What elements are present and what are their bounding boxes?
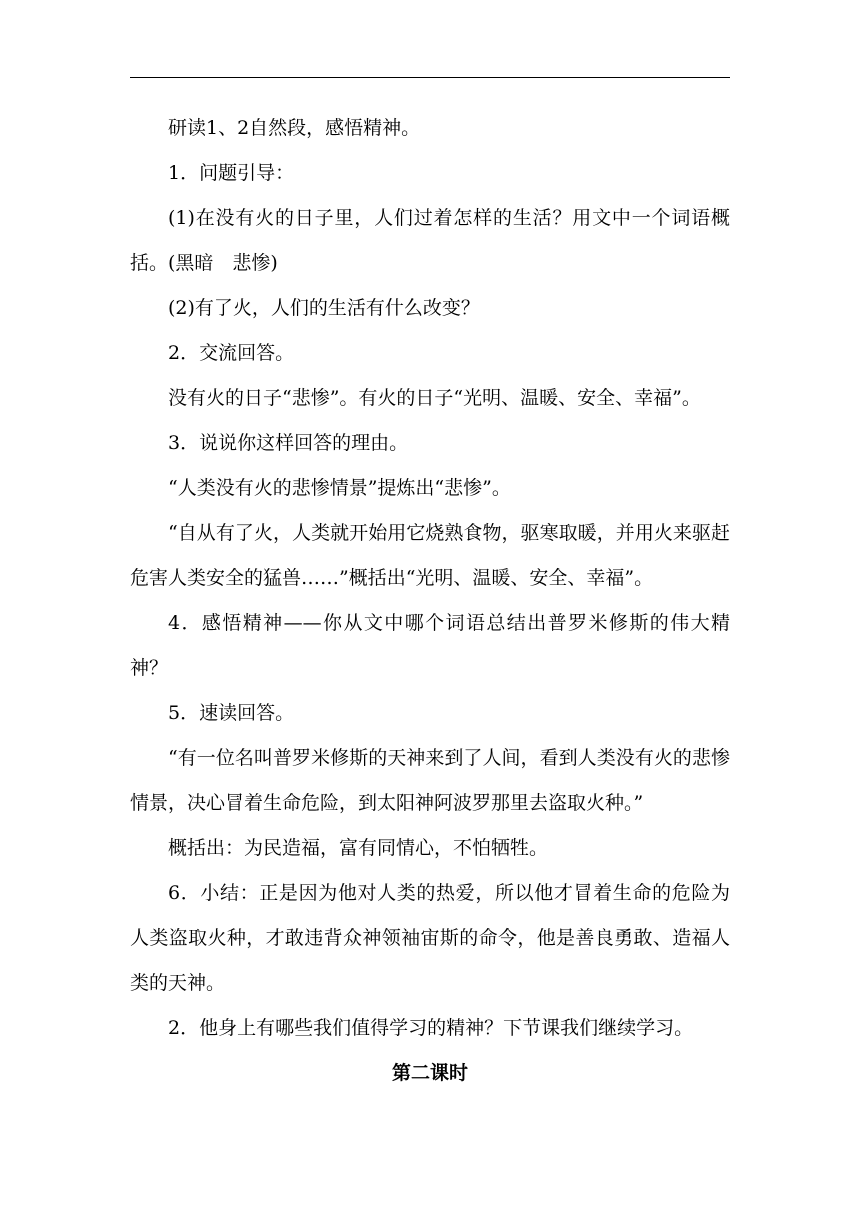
paragraph-answer: 没有火的日子“悲惨”。有火的日子“光明、温暖、安全、幸福”。 [168, 387, 701, 409]
document-body [130, 106, 730, 1096]
paragraph-quote-1: “人类没有火的悲惨情景”提炼出“悲惨”。 [168, 477, 511, 499]
paragraph-study-intro: 研读1、2自然段，感悟精神。 [168, 117, 421, 139]
paragraph-spirit: 4．感悟精神——你从文中哪个词语总结出普罗米修斯的伟大精神？ [130, 612, 730, 679]
paragraph-question-2: (2)有了火，人们的生活有什么改变？ [168, 297, 480, 319]
paragraph-summary-traits: 概括出：为民造福，富有同情心，不怕牺牲。 [168, 837, 549, 859]
paragraph-question-guide: 1．问题引导： [168, 162, 295, 184]
paragraph-discuss: 2．交流回答。 [168, 342, 295, 364]
section-heading: 第二课时 [391, 1062, 468, 1084]
paragraph-quote-2: “自从有了火，人类就开始用它烧熟食物，驱寒取暖，并用火来驱赶危害人类安全的猛兽……”概括出“光明、温暖、安全、幸福”。 [130, 522, 730, 589]
header-rule [130, 77, 730, 78]
paragraph-speed-read: 5．速读回答。 [168, 702, 295, 724]
paragraph-conclusion: 6．小结：正是因为他对人类的热爱，所以他才冒着生命的危险为人类盗取火种，才敢违背众神领袖宙斯的命令，他是善良勇敢、造福人类的天神。 [130, 882, 730, 994]
paragraph-question-1: (1)在没有火的日子里，人们过着怎样的生活？用文中一个词语概括。(黑暗 悲惨) [130, 207, 730, 274]
paragraph-reason: 3．说说你这样回答的理由。 [168, 432, 409, 454]
paragraph-quote-3: “有一位名叫普罗米修斯的天神来到了人间，看到人类没有火的悲惨情景，决心冒着生命危险，到太阳神阿波罗那里去盗取火种。” [130, 747, 730, 814]
paragraph-next-lesson: 2．他身上有哪些我们值得学习的精神？下节课我们继续学习。 [168, 1017, 694, 1039]
